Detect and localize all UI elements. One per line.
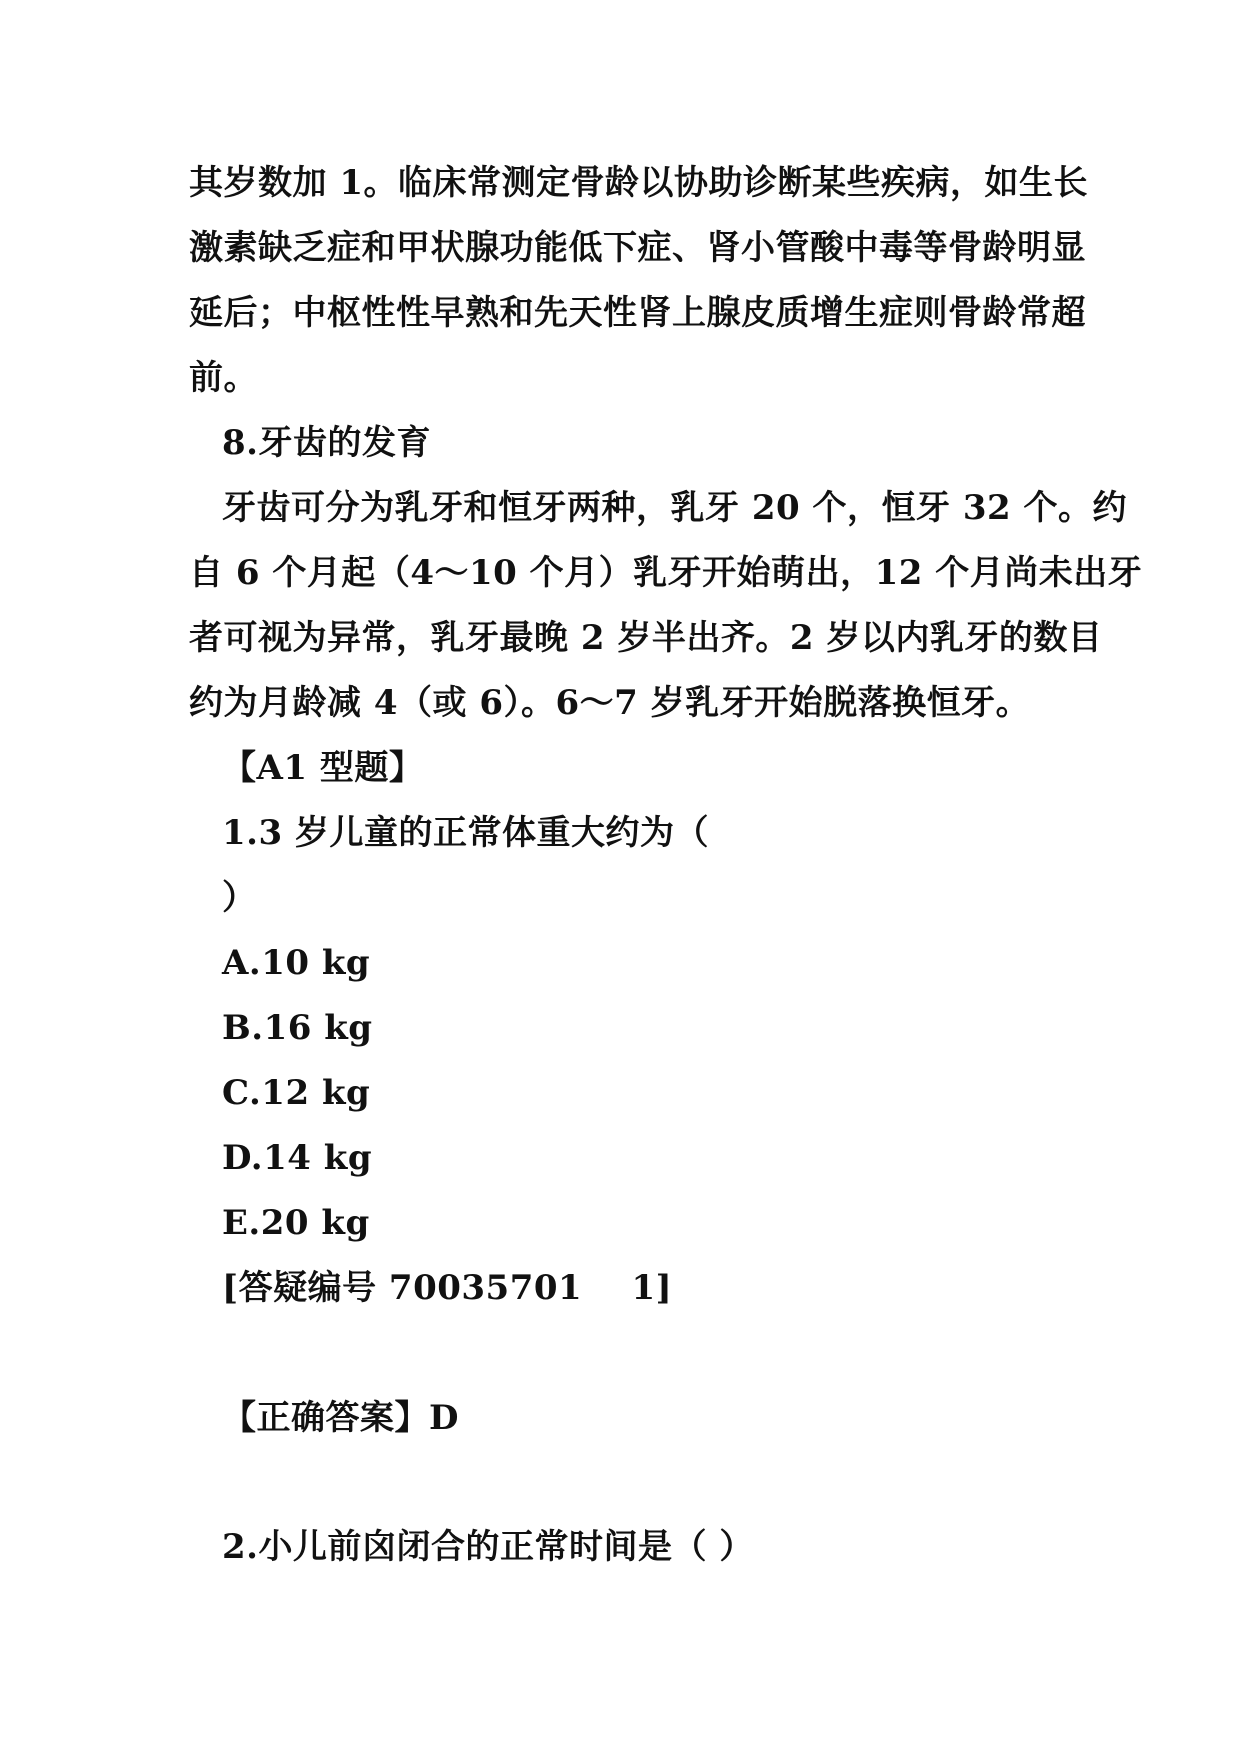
paragraph-line: 前。 <box>189 358 258 398</box>
question-1-stem: 1.3 岁儿童的正常体重大约为（ <box>222 813 709 853</box>
question-1-reference: [答疑编号 70035701 1] <box>222 1268 673 1308</box>
section-heading: 8.牙齿的发育 <box>222 423 431 463</box>
option-b: B.16 kg <box>222 1008 373 1048</box>
question-type-heading: 【A1 型题】 <box>222 748 424 788</box>
paragraph-line: 延后；中枢性性早熟和先天性肾上腺皮质增生症则骨龄常超 <box>189 293 1086 333</box>
paragraph-line: 自 6 个月起（4～10 个月）乳牙开始萌出，12 个月尚未出牙 <box>189 553 1143 593</box>
paragraph-line: 约为月龄减 4（或 6）。6～7 岁乳牙开始脱落换恒牙。 <box>189 683 1031 723</box>
question-1-stem-close: ） <box>222 878 257 918</box>
paragraph-line: 其岁数加 1。临床常测定骨龄以协助诊断某些疾病，如生长 <box>189 163 1088 203</box>
paragraph-line: 牙齿可分为乳牙和恒牙两种，乳牙 20 个，恒牙 32 个。约 <box>222 488 1127 528</box>
question-1-answer: 【正确答案】D <box>222 1398 459 1438</box>
option-c: C.12 kg <box>222 1073 371 1113</box>
paragraph-line: 激素缺乏症和甲状腺功能低下症、肾小管酸中毒等骨龄明显 <box>189 228 1086 268</box>
option-e: E.20 kg <box>222 1203 370 1243</box>
option-a: A.10 kg <box>222 943 371 983</box>
paragraph-line: 者可视为异常，乳牙最晚 2 岁半出齐。2 岁以内乳牙的数目 <box>189 618 1103 658</box>
question-2-stem: 2.小儿前囟闭合的正常时间是（ ） <box>222 1527 754 1567</box>
option-d: D.14 kg <box>222 1138 373 1178</box>
